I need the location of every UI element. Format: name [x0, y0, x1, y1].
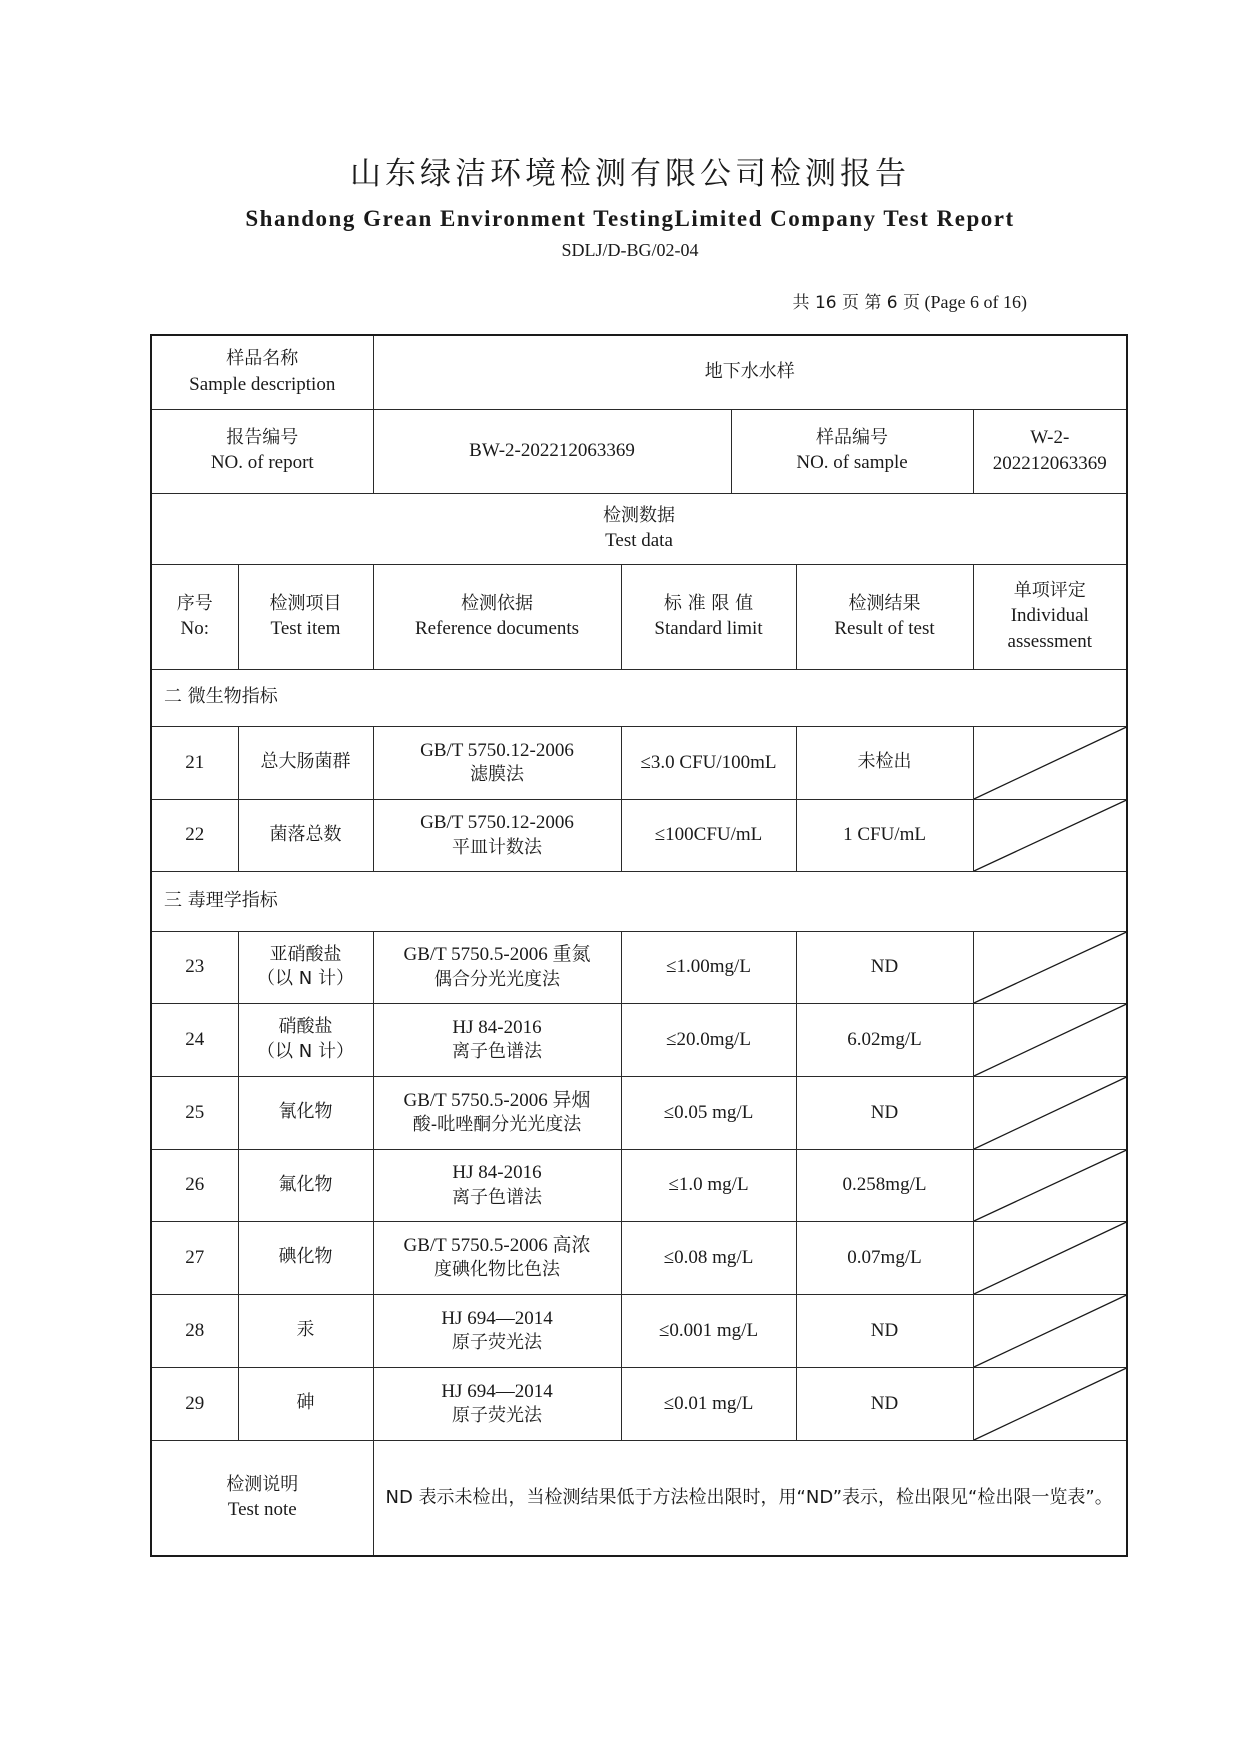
column-header-row — [151, 564, 1127, 669]
row-result: 未检出 — [796, 726, 973, 799]
column-header-no: 序号 No: — [151, 564, 238, 669]
row-no: 27 — [151, 1221, 238, 1294]
slash-icon — [974, 1222, 1127, 1294]
test-note-row — [151, 1440, 1127, 1556]
row-item: 氰化物 — [238, 1076, 373, 1149]
sample-description-label: 样品名称 Sample description — [151, 335, 373, 409]
test-report-table — [150, 334, 1128, 1557]
row-limit: ≤1.00mg/L — [621, 931, 796, 1003]
document-code: SDLJ/D-BG/02-04 — [561, 240, 699, 260]
table-row — [151, 1367, 1127, 1440]
row-reference: GB/T 5750.12-2006 滤膜法 — [373, 726, 621, 799]
slash-icon — [974, 727, 1127, 799]
section-title: 二 微生物指标 — [151, 669, 1127, 726]
slash-icon — [974, 1295, 1127, 1367]
test-note-label: 检测说明 Test note — [151, 1440, 373, 1556]
row-limit: ≤1.0 mg/L — [621, 1149, 796, 1221]
row-item: 亚硝酸盐 （以 N 计） — [238, 931, 373, 1003]
row-result: 6.02mg/L — [796, 1003, 973, 1076]
row-limit: ≤0.001 mg/L — [621, 1294, 796, 1367]
row-limit: ≤3.0 CFU/100mL — [621, 726, 796, 799]
column-header-standard-limit: 标 准 限 值 Standard limit — [621, 564, 796, 669]
row-no: 28 — [151, 1294, 238, 1367]
page-info-en: (Page 6 of 16) — [924, 292, 1027, 312]
row-assessment-slash — [973, 1003, 1127, 1076]
sample-description-value: 地下水水样 — [373, 335, 1127, 409]
report-title-cn: 山东绿洁环境检测有限公司检测报告 — [350, 156, 910, 192]
row-no: 21 — [151, 726, 238, 799]
row-reference: GB/T 5750.12-2006 平皿计数法 — [373, 799, 621, 871]
row-reference: GB/T 5750.5-2006 重氮 偶合分光光度法 — [373, 931, 621, 1003]
row-item: 总大肠菌群 — [238, 726, 373, 799]
row-item: 砷 — [238, 1367, 373, 1440]
row-limit: ≤0.08 mg/L — [621, 1221, 796, 1294]
row-result: 0.07mg/L — [796, 1221, 973, 1294]
row-item: 菌落总数 — [238, 799, 373, 871]
section-title: 三 毒理学指标 — [151, 871, 1127, 931]
row-assessment-slash — [973, 799, 1127, 871]
slash-icon — [974, 1368, 1127, 1440]
row-no: 22 — [151, 799, 238, 871]
row-result: 1 CFU/mL — [796, 799, 973, 871]
row-assessment-slash — [973, 1149, 1127, 1221]
row-assessment-slash — [973, 1294, 1127, 1367]
row-limit: ≤0.01 mg/L — [621, 1367, 796, 1440]
report-number-value: BW-2-202212063369 — [373, 409, 731, 493]
row-assessment-slash — [973, 726, 1127, 799]
column-header-test-item: 检测项目 Test item — [238, 564, 373, 669]
slash-icon — [974, 800, 1127, 871]
row-item: 硝酸盐 （以 N 计） — [238, 1003, 373, 1076]
row-no: 26 — [151, 1149, 238, 1221]
row-item: 汞 — [238, 1294, 373, 1367]
sample-description-row — [151, 335, 1127, 409]
row-result: ND — [796, 1367, 973, 1440]
row-item: 氟化物 — [238, 1149, 373, 1221]
table-row — [151, 1076, 1127, 1149]
section-row-microbial — [151, 669, 1127, 726]
row-item: 碘化物 — [238, 1221, 373, 1294]
row-no: 25 — [151, 1076, 238, 1149]
slash-icon — [974, 932, 1127, 1003]
report-number-label: 报告编号 NO. of report — [151, 409, 373, 493]
sample-number-label: 样品编号 NO. of sample — [731, 409, 973, 493]
row-reference: HJ 694—2014 原子荧光法 — [373, 1294, 621, 1367]
slash-icon — [974, 1004, 1127, 1076]
report-number-row — [151, 409, 1127, 493]
row-no: 24 — [151, 1003, 238, 1076]
row-result: ND — [796, 1076, 973, 1149]
slash-icon — [974, 1077, 1127, 1149]
table-row — [151, 1003, 1127, 1076]
table-row — [151, 1294, 1127, 1367]
table-row — [151, 931, 1127, 1003]
row-reference: GB/T 5750.5-2006 异烟 酸-吡唑酮分光光度法 — [373, 1076, 621, 1149]
page-info-cn: 共 16 页 第 6 页 — [792, 293, 921, 313]
row-no: 23 — [151, 931, 238, 1003]
row-reference: HJ 84-2016 离子色谱法 — [373, 1149, 621, 1221]
test-data-title-row — [151, 493, 1127, 564]
row-limit: ≤20.0mg/L — [621, 1003, 796, 1076]
column-header-result: 检测结果 Result of test — [796, 564, 973, 669]
row-assessment-slash — [973, 931, 1127, 1003]
report-title-en: Shandong Grean Environment TestingLimited Company Test Report — [245, 206, 1015, 231]
row-limit: ≤100CFU/mL — [621, 799, 796, 871]
test-data-title: 检测数据 Test data — [151, 493, 1127, 564]
row-no: 29 — [151, 1367, 238, 1440]
row-result: ND — [796, 1294, 973, 1367]
row-limit: ≤0.05 mg/L — [621, 1076, 796, 1149]
row-reference: GB/T 5750.5-2006 高浓 度碘化物比色法 — [373, 1221, 621, 1294]
table-row — [151, 799, 1127, 871]
row-assessment-slash — [973, 1367, 1127, 1440]
table-row — [151, 726, 1127, 799]
column-header-assessment: 单项评定 Individual assessment — [973, 564, 1127, 669]
column-header-reference: 检测依据 Reference documents — [373, 564, 621, 669]
row-reference: HJ 694—2014 原子荧光法 — [373, 1367, 621, 1440]
test-note-text: ND 表示未检出，当检测结果低于方法检出限时，用“ND”表示，检出限见“检出限一览表”。 — [373, 1440, 1127, 1556]
table-row — [151, 1221, 1127, 1294]
sample-number-value: W-2-202212063369 — [973, 409, 1127, 493]
section-row-toxicology — [151, 871, 1127, 931]
row-assessment-slash — [973, 1076, 1127, 1149]
table-row — [151, 1149, 1127, 1221]
row-result: ND — [796, 931, 973, 1003]
row-assessment-slash — [973, 1221, 1127, 1294]
row-reference: HJ 84-2016 离子色谱法 — [373, 1003, 621, 1076]
slash-icon — [974, 1150, 1127, 1221]
row-result: 0.258mg/L — [796, 1149, 973, 1221]
page-info — [793, 288, 1027, 313]
